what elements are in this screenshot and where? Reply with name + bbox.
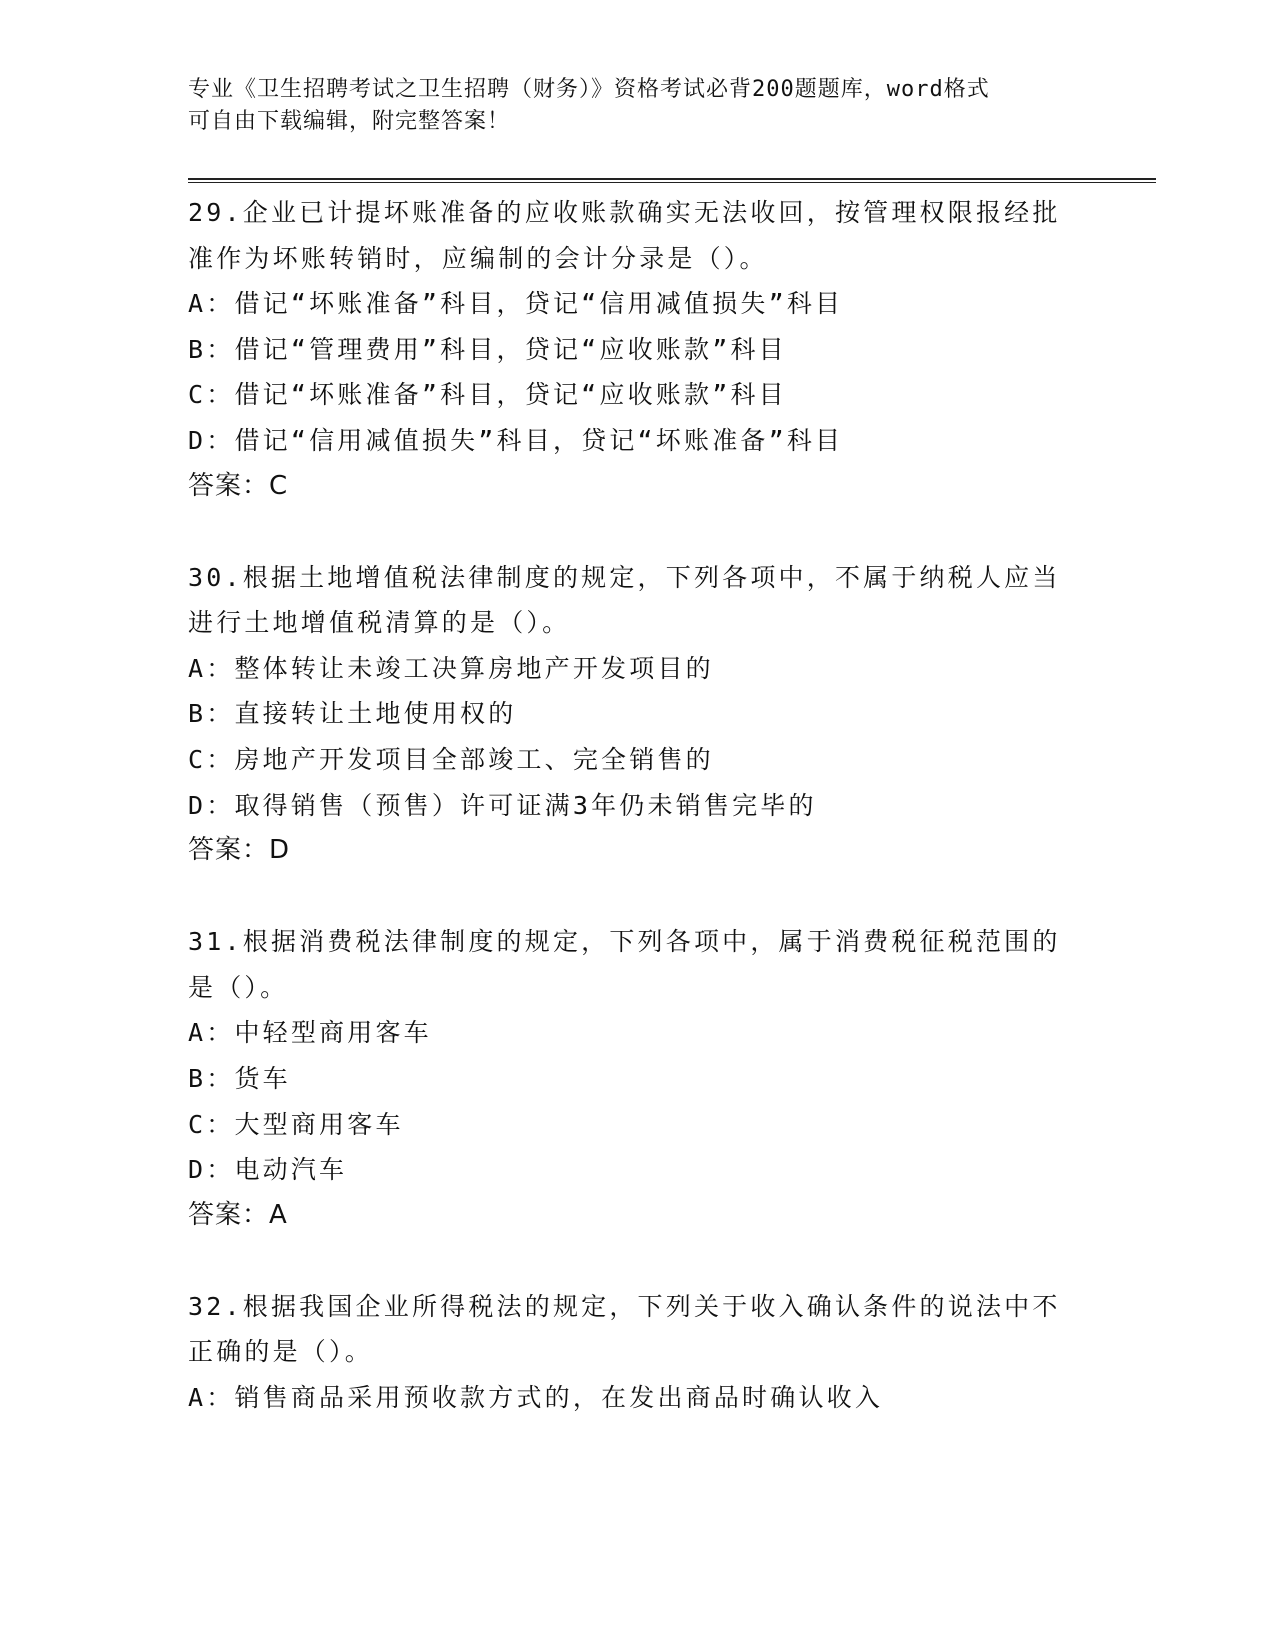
option-b: B：直接转让土地使用权的 bbox=[188, 699, 517, 729]
header-divider bbox=[188, 178, 1156, 183]
question-stem-line: 准作为坏账转销时，应编制的会计分录是（）。 bbox=[188, 243, 768, 273]
option-d: D：电动汽车 bbox=[188, 1155, 348, 1185]
document-header bbox=[188, 74, 1068, 138]
question-stem-line: 32.根据我国企业所得税法的规定，下列关于收入确认条件的说法中不 bbox=[188, 1291, 1061, 1321]
question-item bbox=[188, 190, 1078, 509]
header-line-1: 专业《卫生招聘考试之卫生招聘（财务）》资格考试必背200题题库，word格式 bbox=[188, 77, 990, 102]
option-a: A：整体转让未竣工决算房地产开发项目的 bbox=[188, 653, 714, 683]
question-item bbox=[188, 555, 1078, 874]
option-d: D：借记“信用减值损失”科目，贷记“坏账准备”科目 bbox=[188, 425, 844, 455]
answer-line: 答案：A bbox=[188, 1199, 288, 1230]
answer-line: 答案：C bbox=[188, 470, 289, 501]
option-c: C：大型商用客车 bbox=[188, 1109, 404, 1139]
option-a: A：借记“坏账准备”科目，贷记“信用减值损失”科目 bbox=[188, 289, 844, 319]
question-stem-line: 正确的是（）。 bbox=[188, 1337, 373, 1367]
question-stem-line: 进行土地增值税清算的是（）。 bbox=[188, 608, 571, 638]
question-item bbox=[188, 919, 1078, 1238]
option-c: C：借记“坏账准备”科目，贷记“应收账款”科目 bbox=[188, 380, 787, 410]
option-a: A：中轻型商用客车 bbox=[188, 1018, 432, 1048]
answer-line: 答案：D bbox=[188, 835, 291, 866]
question-stem bbox=[188, 190, 1078, 281]
question-list bbox=[188, 190, 1078, 1466]
option-b: B：借记“管理费用”科目，贷记“应收账款”科目 bbox=[188, 334, 787, 364]
question-stem-line: 30.根据土地增值税法律制度的规定，下列各项中，不属于纳税人应当 bbox=[188, 562, 1061, 592]
question-stem bbox=[188, 1284, 1078, 1375]
header-line-2: 可自由下载编辑，附完整答案！ bbox=[188, 109, 511, 134]
question-stem bbox=[188, 555, 1078, 646]
option-c: C：房地产开发项目全部竣工、完全销售的 bbox=[188, 744, 714, 774]
option-a: A：销售商品采用预收款方式的，在发出商品时确认收入 bbox=[188, 1382, 884, 1412]
question-stem-line: 29.企业已计提坏账准备的应收账款确实无法收回，按管理权限报经批 bbox=[188, 198, 1061, 227]
question-item bbox=[188, 1284, 1078, 1421]
option-b: B：货车 bbox=[188, 1063, 291, 1093]
question-stem-line: 31.根据消费税法律制度的规定，下列各项中，属于消费税征税范围的 bbox=[188, 927, 1061, 957]
question-stem bbox=[188, 919, 1078, 1010]
option-d: D：取得销售（预售）许可证满3年仍未销售完毕的 bbox=[188, 790, 817, 820]
question-stem-line: 是（）。 bbox=[188, 972, 289, 1002]
